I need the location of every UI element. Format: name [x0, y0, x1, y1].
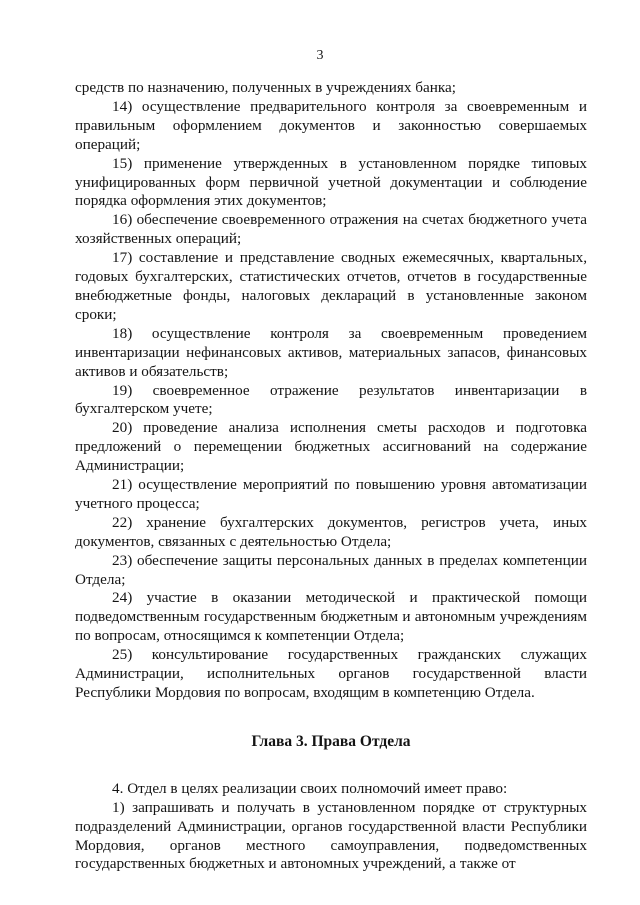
list-section-rights: [75, 780, 587, 875]
chapter-heading: Глава 3. Права Отдела: [251, 732, 411, 750]
list-item-15: 15) применение утвержденных в установленном порядке типовых унифицированных форм первичной учетной документации и соблюдение порядка оформления этих документов;: [75, 154, 587, 210]
list-item-20: 20) проведение анализа исполнения сметы расходов и подготовка предложений о перемещении бюджетных ассигнований на содержание Администрации;: [75, 419, 587, 475]
list-item-14: 14) осуществление предварительного контроля за своевременным и правильным оформлением документов и законностью совершаемых операций;: [75, 97, 587, 153]
list-item-17: 17) составление и представление сводных ежемесячных, квартальных, годовых бухгалтерских, статистических отчетов, отчетов в государственные внебюджетные фонды, налоговых деклараций в установленные законом сроки;: [75, 249, 587, 323]
page-number: 3: [316, 48, 324, 63]
list-item-18: 18) осуществление контроля за своевременным проведением инвентаризации нефинансовых активов, материальных запасов, финансовых активов и обязательств;: [75, 324, 587, 380]
list-item-1: 1) запрашивать и получать в установленном порядке от структурных подразделений Администрации, органов государственной власти Республики Мордовия, органов местного самоуправления, подведомственных государственных бюджетных и автономных учреждений, а также от: [75, 798, 587, 873]
list-item-23: 23) обеспечение защиты персональных данных в пределах компетенции Отдела;: [75, 551, 587, 588]
list-item-21: 21) осуществление мероприятий по повышению уровня автоматизации учетного процесса;: [75, 476, 587, 512]
list-section-duties: [75, 79, 587, 703]
list-item-19: 19) своевременное отражение результатов инвентаризации в бухгалтерском учете;: [75, 381, 587, 418]
list-item-24: 24) участие в оказании методической и практической помощи подведомственным государственным бюджетным и автономным учреждениям по вопросам, относящимся к компетенции Отдела;: [75, 589, 587, 645]
document-body: [75, 79, 587, 874]
clause-4: 4. Отдел в целях реализации своих полномочий имеет право:: [112, 779, 508, 797]
list-item-22: 22) хранение бухгалтерских документов, регистров учета, иных документов, связанных с деятельностью Отдела;: [75, 513, 587, 550]
paragraph: средств по назначению, полученных в учреждениях банка;: [75, 79, 456, 96]
list-item-25: 25) консультирование государственных гражданских служащих Администрации, исполнительных органов государственной власти Республики Мордовия по вопросам, входящим в компетенцию Отдела.: [75, 646, 587, 701]
list-item-16: 16) обеспечение своевременного отражения на счетах бюджетного учета хозяйственных операций;: [75, 211, 587, 248]
